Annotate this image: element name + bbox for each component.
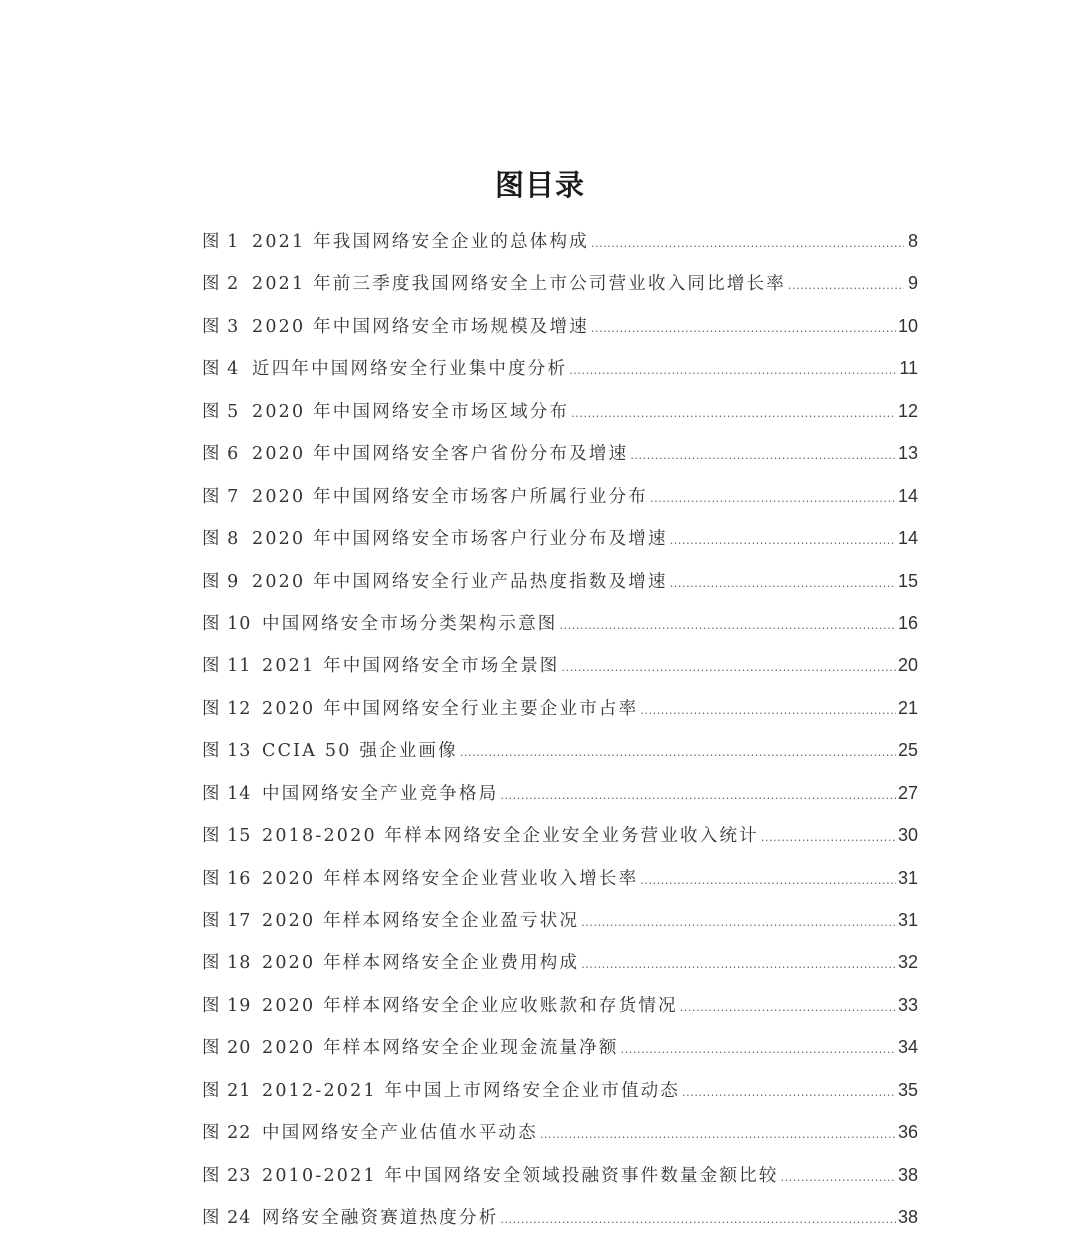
page-number: 14 [897,485,918,506]
toc-entry[interactable] [202,355,918,397]
dot-leader [581,916,896,929]
toc-entry[interactable] [202,1204,918,1246]
dot-leader [621,1043,896,1056]
figure-caption: 2020 年样本网络安全企业应收账款和存货情况 [262,995,678,1016]
page-number: 9 [907,273,918,294]
figure-caption: 2020 年样本网络安全企业现金流量净额 [262,1038,619,1059]
toc-entry[interactable] [202,907,918,949]
page-number: 15 [897,570,918,591]
dot-leader [560,619,896,632]
dot-leader [781,1171,896,1184]
toc-entry[interactable] [202,398,918,440]
figure-number: 图 23 [202,1165,252,1186]
figure-number: 图 6 [202,444,240,465]
page-number: 11 [899,358,918,379]
page-number: 33 [897,994,918,1015]
page-number: 21 [897,697,918,718]
toc-entry[interactable] [202,610,918,652]
figure-number: 图 8 [202,529,240,550]
toc-entry[interactable] [202,483,918,525]
dot-leader [591,322,896,335]
page-number: 8 [907,231,918,251]
page-number: 38 [897,1207,918,1228]
figure-caption: 2021 年中国网络安全市场全景图 [262,656,560,677]
figure-caption: 2012-2021 年中国上市网络安全企业市值动态 [262,1080,681,1101]
figure-number: 图 11 [202,656,252,677]
figure-number: 图 19 [202,995,252,1016]
dot-leader [581,958,896,971]
toc-entry[interactable] [202,822,918,864]
dot-leader [500,789,896,802]
figure-number: 图 9 [202,571,240,592]
dot-leader [640,874,896,887]
figure-number: 图 13 [202,741,252,762]
figure-caption: 近四年中国网络安全行业集中度分析 [252,359,568,380]
dot-leader [540,1128,896,1141]
page-title: 图目录 [494,168,585,203]
toc-entry[interactable] [202,737,918,779]
toc-entry[interactable] [202,228,918,270]
dot-leader [670,534,896,547]
toc-entry[interactable] [202,568,918,610]
page-number: 32 [897,952,918,973]
toc-entry[interactable] [202,865,918,907]
figure-number: 图 17 [202,911,252,931]
figure-caption: 2021 年前三季度我国网络安全上市公司营业收入同比增长率 [252,274,786,295]
toc-entry[interactable] [202,695,918,737]
dot-leader [670,577,896,590]
dot-leader [680,1001,896,1014]
figure-caption: 2020 年样本网络安全企业盈亏状况 [262,911,580,931]
figure-caption: 2020 年中国网络安全市场区域分布 [252,401,570,422]
page-number: 13 [897,443,918,464]
toc-entry[interactable] [202,270,918,312]
figure-number: 图 3 [202,316,240,337]
figure-number: 图 10 [202,613,252,634]
page-number: 25 [897,740,918,761]
figure-number: 图 22 [202,1123,252,1144]
dot-leader [569,364,897,377]
page-number: 30 [897,825,918,846]
figure-caption: 中国网络安全产业竞争格局 [262,783,499,804]
page-number: 14 [897,528,918,549]
toc-entry[interactable] [202,652,918,694]
figure-number: 图 14 [202,783,252,804]
figure-caption: 2020 年中国网络安全行业产品热度指数及增速 [252,571,668,592]
figure-caption: 2021 年我国网络安全企业的总体构成 [252,232,589,252]
figure-number: 图 20 [202,1038,252,1059]
figure-caption: 中国网络安全市场分类架构示意图 [262,613,558,634]
figure-caption: 2010-2021 年中国网络安全领域投融资事件数量金额比较 [262,1165,779,1186]
figure-number: 图 24 [202,1208,252,1229]
dot-leader [571,407,896,420]
toc-entry[interactable] [202,1034,918,1076]
toc-entry[interactable] [202,440,918,482]
page-number: 12 [897,400,918,421]
dot-leader [682,1086,896,1099]
toc-entry[interactable] [202,1119,918,1161]
page-number: 31 [897,910,918,930]
page-number: 36 [897,1122,918,1143]
figure-number: 图 15 [202,826,252,847]
figure-caption: 2020 年中国网络安全市场客户行业分布及增速 [252,529,668,550]
figure-number: 图 12 [202,698,252,719]
dot-leader [562,661,896,674]
page-number: 27 [897,782,918,803]
dot-leader [761,831,896,844]
page-number: 16 [897,612,918,633]
toc-entry[interactable] [202,1077,918,1119]
figure-number: 图 2 [202,274,240,295]
dot-leader [650,492,896,505]
figure-caption: CCIA 50 强企业画像 [262,741,458,762]
toc-entry[interactable] [202,313,918,355]
page-number: 35 [897,1079,918,1100]
figure-caption: 2020 年样本网络安全企业营业收入增长率 [262,868,639,889]
page-number: 20 [897,655,918,676]
figure-number: 图 21 [202,1080,252,1101]
toc-entry[interactable] [202,525,918,567]
dot-leader [788,279,904,292]
figure-number: 图 4 [202,359,240,380]
figure-number: 图 5 [202,401,240,422]
toc-entry[interactable] [202,949,918,991]
toc-entry[interactable] [202,780,918,822]
toc-entry[interactable] [202,1162,918,1204]
figure-table-of-contents [202,228,918,1247]
figure-caption: 2018-2020 年样本网络安全企业安全业务营业收入统计 [262,826,759,847]
figure-number: 图 7 [202,486,240,507]
figure-caption: 2020 年中国网络安全市场客户所属行业分布 [252,486,648,507]
dot-leader [640,704,896,717]
figure-caption: 网络安全融资赛道热度分析 [262,1208,499,1229]
dot-leader [460,746,896,759]
figure-number: 图 16 [202,868,252,889]
dot-leader [630,449,896,462]
page-number: 34 [897,1037,918,1058]
figure-number: 图 18 [202,953,252,974]
figure-caption: 2020 年中国网络安全客户省份分布及增速 [252,444,629,465]
dot-leader [591,237,904,250]
figure-caption: 2020 年样本网络安全企业费用构成 [262,953,580,974]
figure-caption: 2020 年中国网络安全市场规模及增速 [252,316,589,337]
figure-caption: 中国网络安全产业估值水平动态 [262,1123,538,1144]
figure-caption: 2020 年中国网络安全行业主要企业市占率 [262,698,639,719]
page-number: 31 [897,867,918,888]
page-number: 10 [897,315,918,336]
page-number: 38 [897,1164,918,1185]
figure-number: 图 1 [202,232,240,252]
dot-leader [500,1213,896,1226]
toc-entry[interactable] [202,992,918,1034]
